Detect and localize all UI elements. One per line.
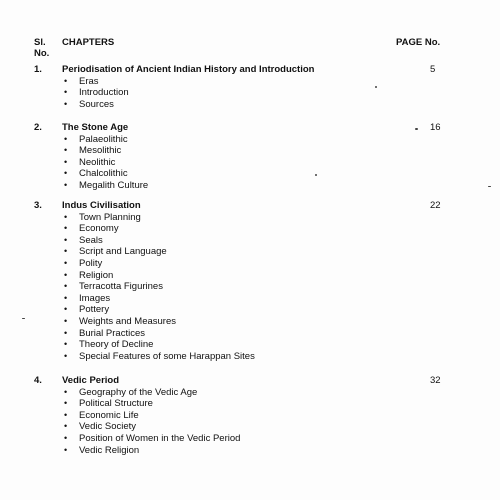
bullet-icon: •	[64, 315, 68, 326]
topic-label: Introduction	[79, 87, 129, 99]
topic-label: Burial Practices	[79, 327, 145, 339]
topic-label: Theory of Decline	[79, 339, 154, 351]
topic-label: Position of Women in the Vedic Period	[79, 432, 241, 444]
topic-label: Neolithic	[79, 156, 116, 168]
bullet-icon: •	[64, 257, 68, 268]
topic-label: Terracotta Figurines	[79, 281, 163, 293]
chapter-page-number: 16	[430, 122, 441, 133]
bullet-icon: •	[64, 87, 68, 98]
chapter-number: 2.	[34, 122, 42, 133]
chapter-title: The Stone Age	[62, 122, 129, 133]
topic-label: Geography of the Vedic Age	[79, 386, 198, 398]
bullet-icon: •	[64, 156, 68, 167]
topic-label: Special Features of some Harappan Sites	[79, 350, 255, 362]
bullet-icon: •	[64, 269, 68, 280]
topic-label: Political Structure	[79, 398, 153, 410]
chapter-page-number: 5	[430, 64, 436, 75]
chapter-page-number: 22	[430, 200, 441, 211]
bullet-icon: •	[64, 398, 68, 409]
chapter-title: Periodisation of Ancient Indian History and Introduction	[62, 64, 315, 75]
bullet-icon: •	[64, 281, 68, 292]
bullet-icon: •	[64, 386, 68, 397]
topic-label: Megalith Culture	[79, 179, 149, 191]
bullet-icon: •	[64, 133, 68, 144]
bullet-icon: •	[64, 409, 68, 420]
chapter-page-number: 32	[430, 375, 441, 386]
chapter-title: Indus Civilisation	[62, 200, 141, 211]
bullet-icon: •	[64, 211, 68, 222]
bullet-icon: •	[64, 444, 68, 455]
bullet-icon: •	[64, 292, 68, 303]
bullet-icon: •	[64, 350, 68, 361]
page-no-header: PAGE No.	[396, 37, 441, 48]
topic-label: Chalcolithic	[79, 168, 128, 180]
topic-label: Mesolithic	[79, 145, 122, 157]
topic-label: Economic Life	[79, 409, 139, 421]
scan-speck	[315, 174, 317, 176]
bullet-icon: •	[64, 234, 68, 245]
bullet-icon: •	[64, 327, 68, 338]
chapter-title: Vedic Period	[62, 375, 120, 386]
bullet-icon: •	[64, 421, 68, 432]
chapter-number: 1.	[34, 64, 42, 75]
sl-no-header: Sl. No.	[34, 37, 50, 59]
topic-label: Vedic Society	[79, 421, 137, 433]
bullet-icon: •	[64, 179, 68, 190]
bullet-icon: •	[64, 75, 68, 86]
bullet-icon: •	[64, 246, 68, 257]
bullet-icon: •	[64, 168, 68, 179]
topic-label: Vedic Religion	[79, 444, 140, 456]
chapter-number: 4.	[34, 375, 42, 386]
topic-label: Images	[79, 292, 111, 304]
bullet-icon: •	[64, 98, 68, 109]
chapters-header: CHAPTERS	[62, 37, 115, 48]
scan-speck	[22, 318, 25, 319]
topic-label: Seals	[79, 234, 103, 246]
scan-speck	[415, 128, 418, 130]
topic-label: Sources	[79, 98, 114, 110]
scan-speck	[488, 186, 491, 187]
scan-speck	[375, 86, 377, 88]
topic-label: Religion	[79, 269, 114, 281]
topic-label: Polity	[79, 257, 103, 269]
chapter-number: 3.	[34, 200, 42, 211]
topic-label: Palaeolithic	[79, 133, 128, 145]
topic-label: Weights and Measures	[79, 315, 176, 327]
bullet-icon: •	[64, 432, 68, 443]
topic-label: Economy	[79, 223, 119, 235]
bullet-icon: •	[64, 339, 68, 350]
topic-label: Pottery	[79, 304, 110, 316]
topic-label: Eras	[79, 75, 99, 87]
bullet-icon: •	[64, 145, 68, 156]
bullet-icon: •	[64, 304, 68, 315]
topic-label: Town Planning	[79, 211, 141, 223]
bullet-icon: •	[64, 223, 68, 234]
topic-label: Script and Language	[79, 246, 167, 258]
